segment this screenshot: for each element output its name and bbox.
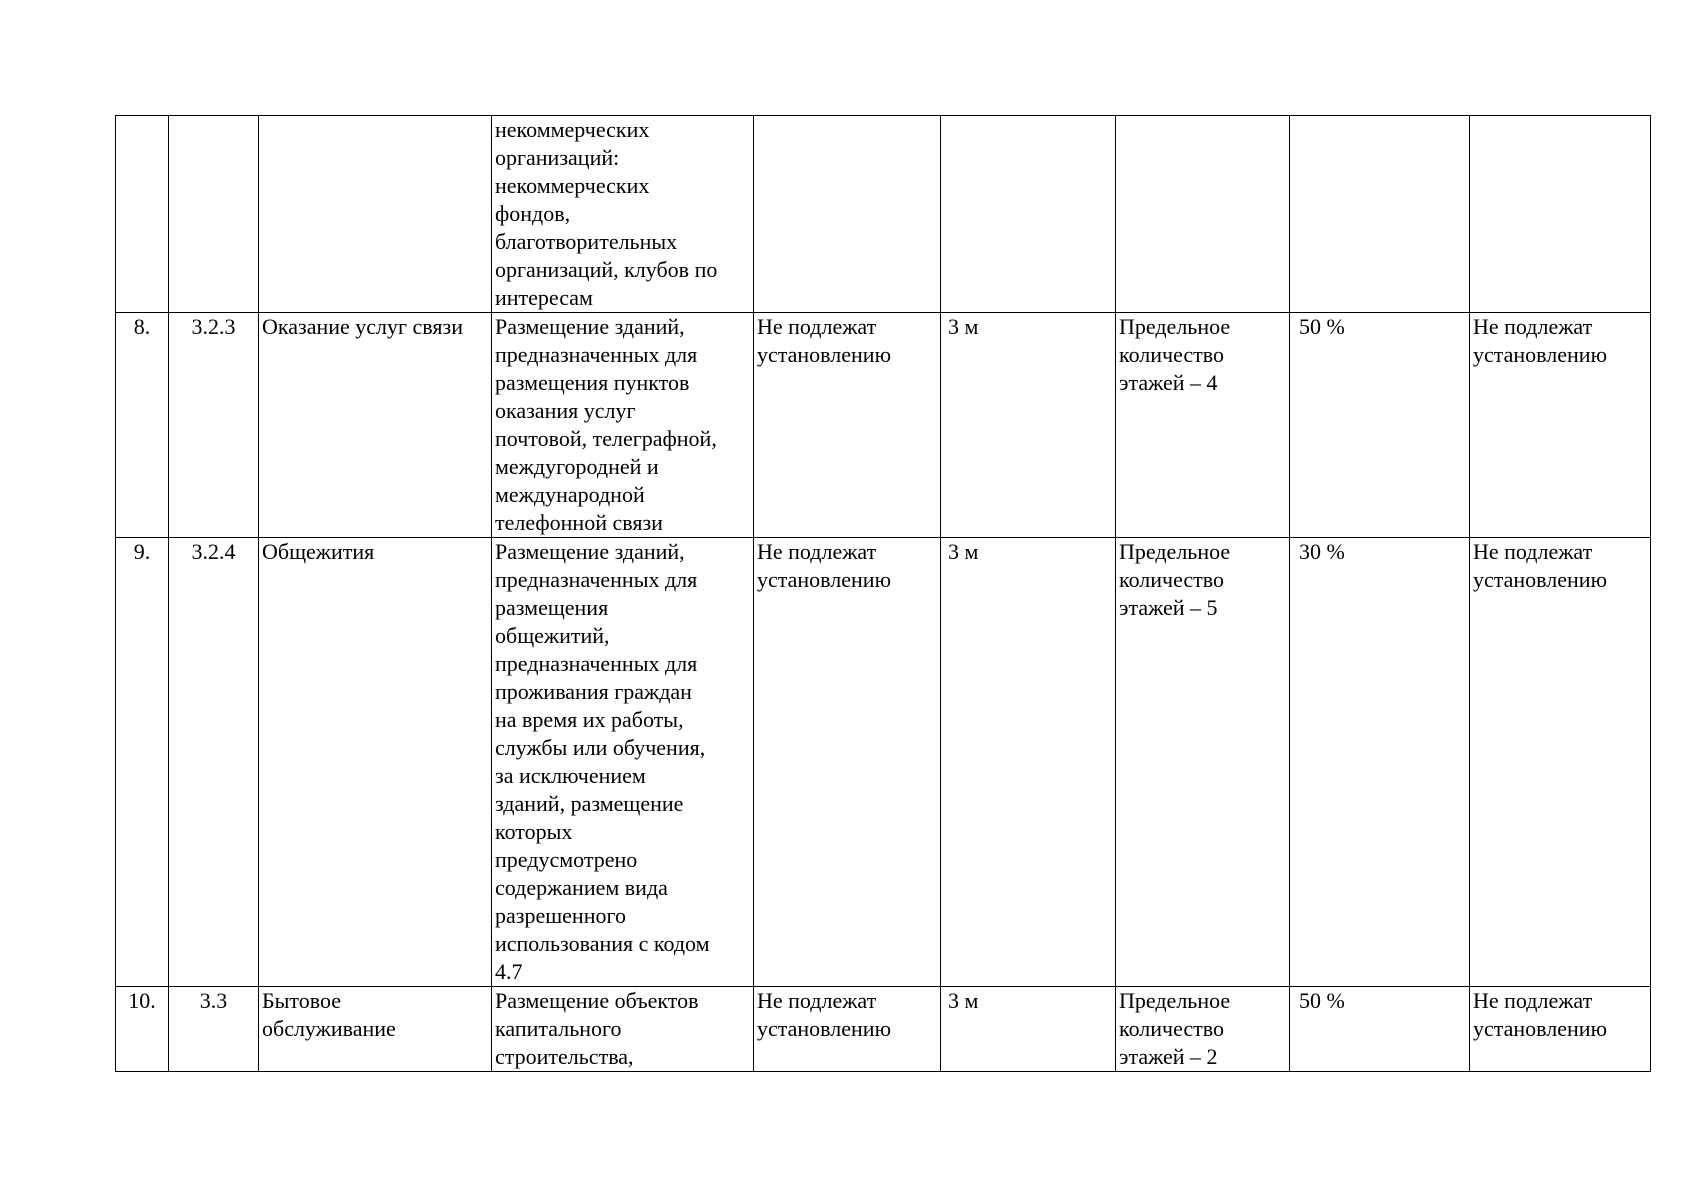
cell-name: Бытовое обслуживание — [259, 987, 492, 1072]
cell-min-size: Не подлежат установлению — [754, 538, 941, 987]
cell-name — [259, 116, 492, 313]
cell-setback: 3 м — [941, 313, 1116, 538]
cell-description: Размещение объектов капитального строительства, — [492, 987, 754, 1072]
cell-num: 8. — [116, 313, 169, 538]
cell-coverage — [1290, 116, 1470, 313]
cell-setback: 3 м — [941, 538, 1116, 987]
cell-other: Не подлежат установлению — [1470, 987, 1651, 1072]
cell-min-size: Не подлежат установлению — [754, 987, 941, 1072]
cell-floors: Предельное количество этажей – 5 — [1116, 538, 1290, 987]
cell-other: Не подлежат установлению — [1470, 313, 1651, 538]
cell-code — [169, 116, 259, 313]
cell-coverage: 30 % — [1290, 538, 1470, 987]
cell-floors: Предельное количество этажей – 2 — [1116, 987, 1290, 1072]
cell-min-size: Не подлежат установлению — [754, 313, 941, 538]
cell-num: 9. — [116, 538, 169, 987]
cell-name: Оказание услуг связи — [259, 313, 492, 538]
table-row — [116, 987, 1651, 1072]
cell-code: 3.3 — [169, 987, 259, 1072]
cell-other: Не подлежат установлению — [1470, 538, 1651, 987]
cell-min-size — [754, 116, 941, 313]
cell-num — [116, 116, 169, 313]
cell-name: Общежития — [259, 538, 492, 987]
table-row — [116, 313, 1651, 538]
land-use-regulations-table — [115, 115, 1651, 1072]
cell-description: Размещение зданий, предназначенных для размещения общежитий, предназначенных для проживания граждан на время их работы, службы или обучения, за исключением зданий, размещение которых предусмотрено содержанием вида разрешенного использования с кодом 4.7 — [492, 538, 754, 987]
cell-setback — [941, 116, 1116, 313]
cell-other — [1470, 116, 1651, 313]
cell-coverage: 50 % — [1290, 987, 1470, 1072]
cell-description: Размещение зданий, предназначенных для размещения пунктов оказания услуг почтовой, телеграфной, междугородней и международной телефонной связи — [492, 313, 754, 538]
cell-floors: Предельное количество этажей – 4 — [1116, 313, 1290, 538]
cell-coverage: 50 % — [1290, 313, 1470, 538]
cell-num: 10. — [116, 987, 169, 1072]
cell-code: 3.2.4 — [169, 538, 259, 987]
cell-code: 3.2.3 — [169, 313, 259, 538]
table-row — [116, 538, 1651, 987]
cell-setback: 3 м — [941, 987, 1116, 1072]
cell-floors — [1116, 116, 1290, 313]
table-row-continuation — [116, 116, 1651, 313]
cell-description: некоммерческих организаций: некоммерческих фондов, благотворительных организаций, клубов по интересам — [492, 116, 754, 313]
